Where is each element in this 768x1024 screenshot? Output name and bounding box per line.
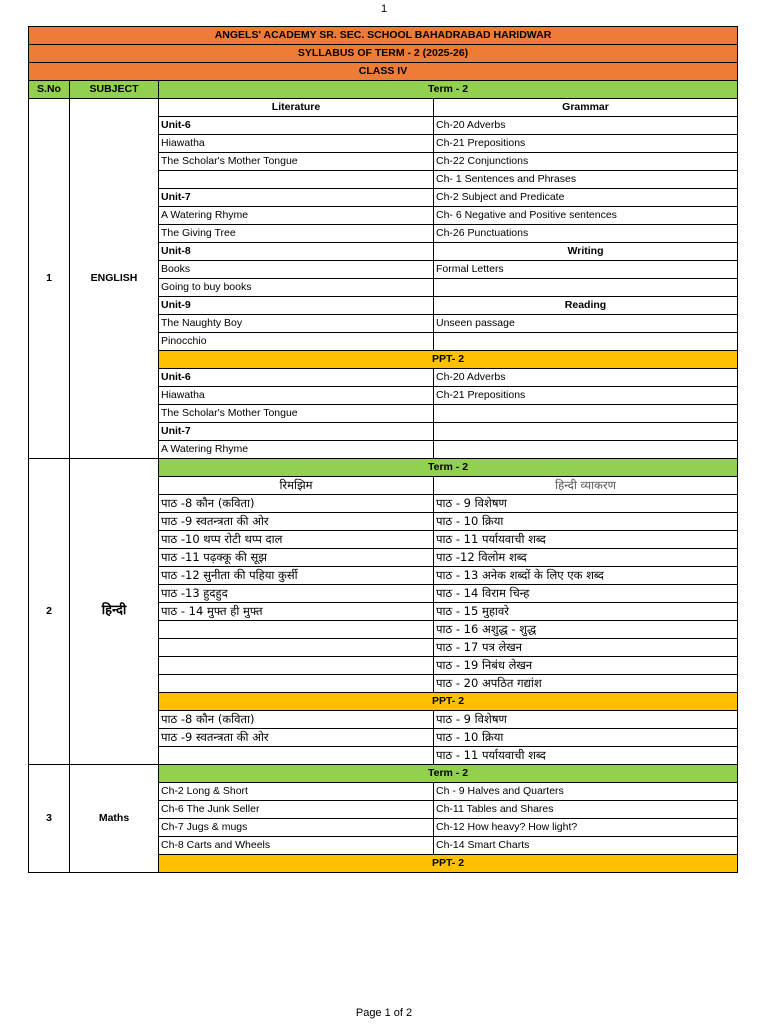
literature-cell: Going to buy books xyxy=(159,279,434,297)
maths-right-cell: Ch-11 Tables and Shares xyxy=(434,801,738,819)
english-sno: 1 xyxy=(29,99,70,459)
maths-left-cell: Ch-8 Carts and Wheels xyxy=(159,837,434,855)
literature-cell: Hiawatha xyxy=(159,135,434,153)
literature-cell: Hiawatha xyxy=(159,387,434,405)
literature-cell: The Naughty Boy xyxy=(159,315,434,333)
hindi-grammar-cell: पाठ -12 विलोम शब्द xyxy=(434,549,738,567)
column-header-row xyxy=(29,81,738,99)
maths-right-cell: Ch-12 How heavy? How light? xyxy=(434,819,738,837)
literature-cell: Unit-6 xyxy=(159,117,434,135)
rimjhim-cell: पाठ -11 पढ़क्कू की सूझ xyxy=(159,549,434,567)
hindi-grammar-heading: हिन्दी व्याकरण xyxy=(434,477,738,495)
grammar-cell: Ch- 1 Sentences and Phrases xyxy=(434,171,738,189)
literature-cell: The Giving Tree xyxy=(159,225,434,243)
hindi-grammar-cell: पाठ - 14 विराम चिन्ह xyxy=(434,585,738,603)
grammar-cell xyxy=(434,423,738,441)
literature-cell xyxy=(159,171,434,189)
english-grammar-heading: Grammar xyxy=(434,99,738,117)
term-header: Term - 2 xyxy=(159,81,738,99)
rimjhim-cell: पाठ -12 सुनीता की पहिया कुर्सी xyxy=(159,567,434,585)
hindi-grammar-cell: पाठ - 10 क्रिया xyxy=(434,729,738,747)
syllabus-table xyxy=(28,26,738,873)
hindi-grammar-cell: पाठ - 15 मुहावरे xyxy=(434,603,738,621)
rimjhim-cell: पाठ - 14 मुफ्त ही मुफ्त xyxy=(159,603,434,621)
maths-ppt-label: PPT- 2 xyxy=(159,855,738,873)
syllabus-title-row xyxy=(29,45,738,63)
maths-left-cell: Ch-6 The Junk Seller xyxy=(159,801,434,819)
grammar-cell xyxy=(434,441,738,459)
rimjhim-cell: पाठ -10 थप्प रोटी थप्प दाल xyxy=(159,531,434,549)
hindi-grammar-cell: पाठ - 10 क्रिया xyxy=(434,513,738,531)
literature-cell: Pinocchio xyxy=(159,333,434,351)
literature-cell: Unit-7 xyxy=(159,189,434,207)
rimjhim-cell xyxy=(159,675,434,693)
class-row xyxy=(29,63,738,81)
hindi-term-label: Term - 2 xyxy=(159,459,738,477)
grammar-cell: Ch- 6 Negative and Positive sentences xyxy=(434,207,738,225)
literature-cell: The Scholar's Mother Tongue xyxy=(159,153,434,171)
hindi-grammar-cell: पाठ - 19 निबंध लेखन xyxy=(434,657,738,675)
hindi-sno: 2 xyxy=(29,459,70,765)
class-title: CLASS IV xyxy=(29,63,738,81)
grammar-cell: Ch-26 Punctuations xyxy=(434,225,738,243)
rimjhim-cell xyxy=(159,639,434,657)
grammar-cell: Ch-20 Adverbs xyxy=(434,117,738,135)
literature-cell: The Scholar's Mother Tongue xyxy=(159,405,434,423)
maths-term-label: Term - 2 xyxy=(159,765,738,783)
literature-cell: A Watering Rhyme xyxy=(159,207,434,225)
page-footer: Page 1 of 2 xyxy=(355,1007,413,1019)
maths-left-cell: Ch-2 Long & Short xyxy=(159,783,434,801)
rimjhim-cell xyxy=(159,657,434,675)
grammar-cell: Ch-2 Subject and Predicate xyxy=(434,189,738,207)
grammar-cell: Formal Letters xyxy=(434,261,738,279)
rimjhim-cell: पाठ -8 कौन (कविता) xyxy=(159,495,434,513)
literature-cell: Books xyxy=(159,261,434,279)
rimjhim-cell: पाठ -8 कौन (कविता) xyxy=(159,711,434,729)
rimjhim-cell: पाठ -9 स्वतन्त्रता की ओर xyxy=(159,513,434,531)
hindi-rimjhim-heading: रिमझिम xyxy=(159,477,434,495)
hindi-grammar-cell: पाठ - 13 अनेक शब्दों के लिए एक शब्द xyxy=(434,567,738,585)
english-header-row xyxy=(29,99,738,117)
literature-cell: A Watering Rhyme xyxy=(159,441,434,459)
grammar-cell: Ch-22 Conjunctions xyxy=(434,153,738,171)
hindi-grammar-cell: पाठ - 9 विशेषण xyxy=(434,495,738,513)
syllabus-title: SYLLABUS OF TERM - 2 (2025-26) xyxy=(29,45,738,63)
english-literature-heading: Literature xyxy=(159,99,434,117)
sno-header: S.No xyxy=(29,81,70,99)
maths-sno: 3 xyxy=(29,765,70,873)
grammar-cell: Writing xyxy=(434,243,738,261)
hindi-grammar-cell: पाठ - 11 पर्यायवाची शब्द xyxy=(434,747,738,765)
rimjhim-cell: पाठ -13 हुदहुद xyxy=(159,585,434,603)
literature-cell: Unit-7 xyxy=(159,423,434,441)
maths-term-row xyxy=(29,765,738,783)
literature-cell: Unit-6 xyxy=(159,369,434,387)
grammar-cell: Unseen passage xyxy=(434,315,738,333)
grammar-cell: Ch-21 Prepositions xyxy=(434,135,738,153)
english-ppt-label: PPT- 2 xyxy=(159,351,738,369)
hindi-ppt-label: PPT- 2 xyxy=(159,693,738,711)
maths-left-cell: Ch-7 Jugs & mugs xyxy=(159,819,434,837)
hindi-term-row xyxy=(29,459,738,477)
hindi-grammar-cell: पाठ - 11 पर्यायवाची शब्द xyxy=(434,531,738,549)
grammar-cell: Ch-21 Prepositions xyxy=(434,387,738,405)
rimjhim-cell xyxy=(159,621,434,639)
hindi-grammar-cell: पाठ - 17 पत्र लेखन xyxy=(434,639,738,657)
hindi-grammar-cell: पाठ - 20 अपठित गद्यांश xyxy=(434,675,738,693)
literature-cell: Unit-9 xyxy=(159,297,434,315)
hindi-grammar-cell: पाठ - 9 विशेषण xyxy=(434,711,738,729)
grammar-cell: Ch-20 Adverbs xyxy=(434,369,738,387)
hindi-grammar-cell: पाठ - 16 अशुद्ध - शुद्ध xyxy=(434,621,738,639)
grammar-cell: Reading xyxy=(434,297,738,315)
grammar-cell xyxy=(434,405,738,423)
school-title: ANGELS' ACADEMY SR. SEC. SCHOOL BAHADRABAD HARIDWAR xyxy=(29,27,738,45)
page-number: 1 xyxy=(380,3,388,15)
school-title-row xyxy=(29,27,738,45)
subject-header: SUBJECT xyxy=(70,81,159,99)
hindi-subject: हिन्दी xyxy=(70,459,159,765)
maths-right-cell: Ch - 9 Halves and Quarters xyxy=(434,783,738,801)
literature-cell: Unit-8 xyxy=(159,243,434,261)
rimjhim-cell xyxy=(159,747,434,765)
rimjhim-cell: पाठ -9 स्वतन्त्रता की ओर xyxy=(159,729,434,747)
english-subject: ENGLISH xyxy=(70,99,159,459)
grammar-cell xyxy=(434,333,738,351)
grammar-cell xyxy=(434,279,738,297)
maths-right-cell: Ch-14 Smart Charts xyxy=(434,837,738,855)
maths-subject: Maths xyxy=(70,765,159,873)
